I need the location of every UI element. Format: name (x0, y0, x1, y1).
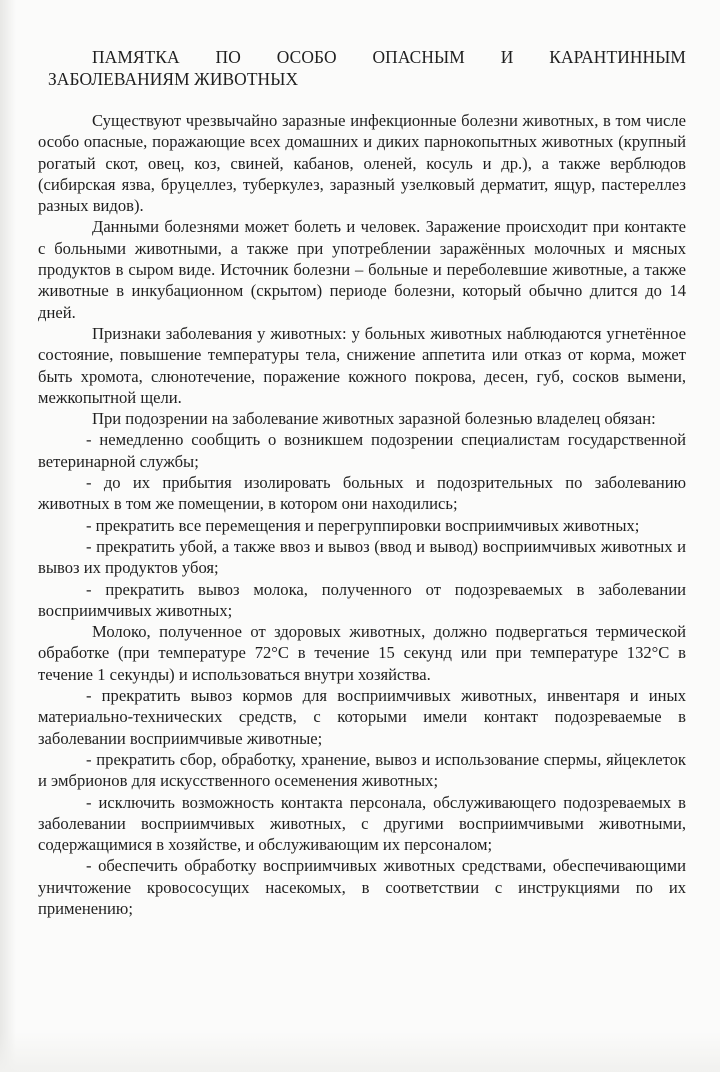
list-item-isolate: - до их прибытия изолировать больных и подозрительных по заболеванию животных в том же помещении, в котором они находились; (38, 473, 686, 514)
page-shadow-left (0, 0, 16, 1072)
list-item-notify: - немедленно сообщить о возникшем подозрении специалистам государственной ветеринарной службы; (38, 430, 686, 471)
paragraph-milk-treatment: Молоко, полученное от здоровых животных, должно подвергаться термической обработке (при температуре 72°С в течение 15 секунд или при температуре 132°С в течение 1 секунды) и использоваться внутри хозяйства. (38, 622, 686, 684)
list-item-exclude-contact: - исключить возможность контакта персонала, обслуживающего подозреваемых в заболевании восприимчивых животных, с другими восприимчивыми животными, содержащимися в хозяйстве, и обслуживающим их персоналом; (38, 792, 686, 855)
list-item-stop-semen: - прекратить сбор, обработку, хранение, вывоз и использование спермы, яйцеклеток и эмбрионов для искусственного осеменения животных; (38, 749, 686, 791)
document-body (38, 110, 686, 919)
paragraph-symptoms: Признаки заболевания у животных: у больных животных наблюдаются угнетённое состояние, повышение температуры тела, снижение аппетита или отказ от корма, может быть хромота, слюнотечение, поражение кожного покрова, десен, губ, сосков вымени, межкопытной щели. (38, 323, 686, 407)
list-item-stop-feed: - прекратить вывоз кормов для восприимчивых животных, инвентаря и иных материально-технических средств, с которыми имели контакт подозреваемые в заболевании восприимчивые животные; (38, 686, 686, 748)
document-title-line-1: ПАМЯТКА ПО ОСОБО ОПАСНЫМ И КАРАНТИННЫМ (92, 47, 686, 67)
list-item-stop-slaughter: - прекратить убой, а также ввоз и вывоз (ввод и вывод) восприимчивых животных и вывоз их продуктов убоя; (38, 536, 686, 578)
document-title (38, 46, 686, 90)
paragraph-human-infection: Данными болезнями может болеть и человек. Заражение происходит при контакте с больными животными, а также при употреблении заражённых молочных и мясных продуктов в сыром виде. Источник болезни – больные и переболевшие животные, а также животные в инкубационном (скрытом) периоде болезни, который обычно длится до 14 дней. (38, 217, 686, 322)
paragraph-owner-obligations: При подозрении на заболевание животных заразной болезнью владелец обязан: (92, 409, 656, 429)
document-title-line-2: ЗАБОЛЕВАНИЯМ ЖИВОТНЫХ (48, 69, 299, 89)
list-item-stop-movement: - прекратить все перемещения и перегруппировки восприимчивых животных; (86, 515, 640, 535)
list-item-insect-treatment: - обеспечить обработку восприимчивых животных средствами, обеспечивающими уничтожение кровососущих насекомых, в соответствии с инструкциями по их применению; (38, 856, 686, 918)
paragraph-intro: Существуют чрезвычайно заразные инфекционные болезни животных, в том числе особо опасные, поражающие всех домашних и диких парнокопытных животных (крупный рогатый скот, овец, коз, свиней, кабанов, оленей, косуль и др.), а также верблюдов (сибирская язва, бруцеллез, туберкулез, заразный узелковый дерматит, ящур, пастереллез разных видов). (38, 111, 686, 216)
page-shadow-bottom (0, 1032, 720, 1072)
list-item-stop-milk: - прекратить вывоз молока, полученного от подозреваемых в заболевании восприимчивых животных; (38, 579, 686, 620)
